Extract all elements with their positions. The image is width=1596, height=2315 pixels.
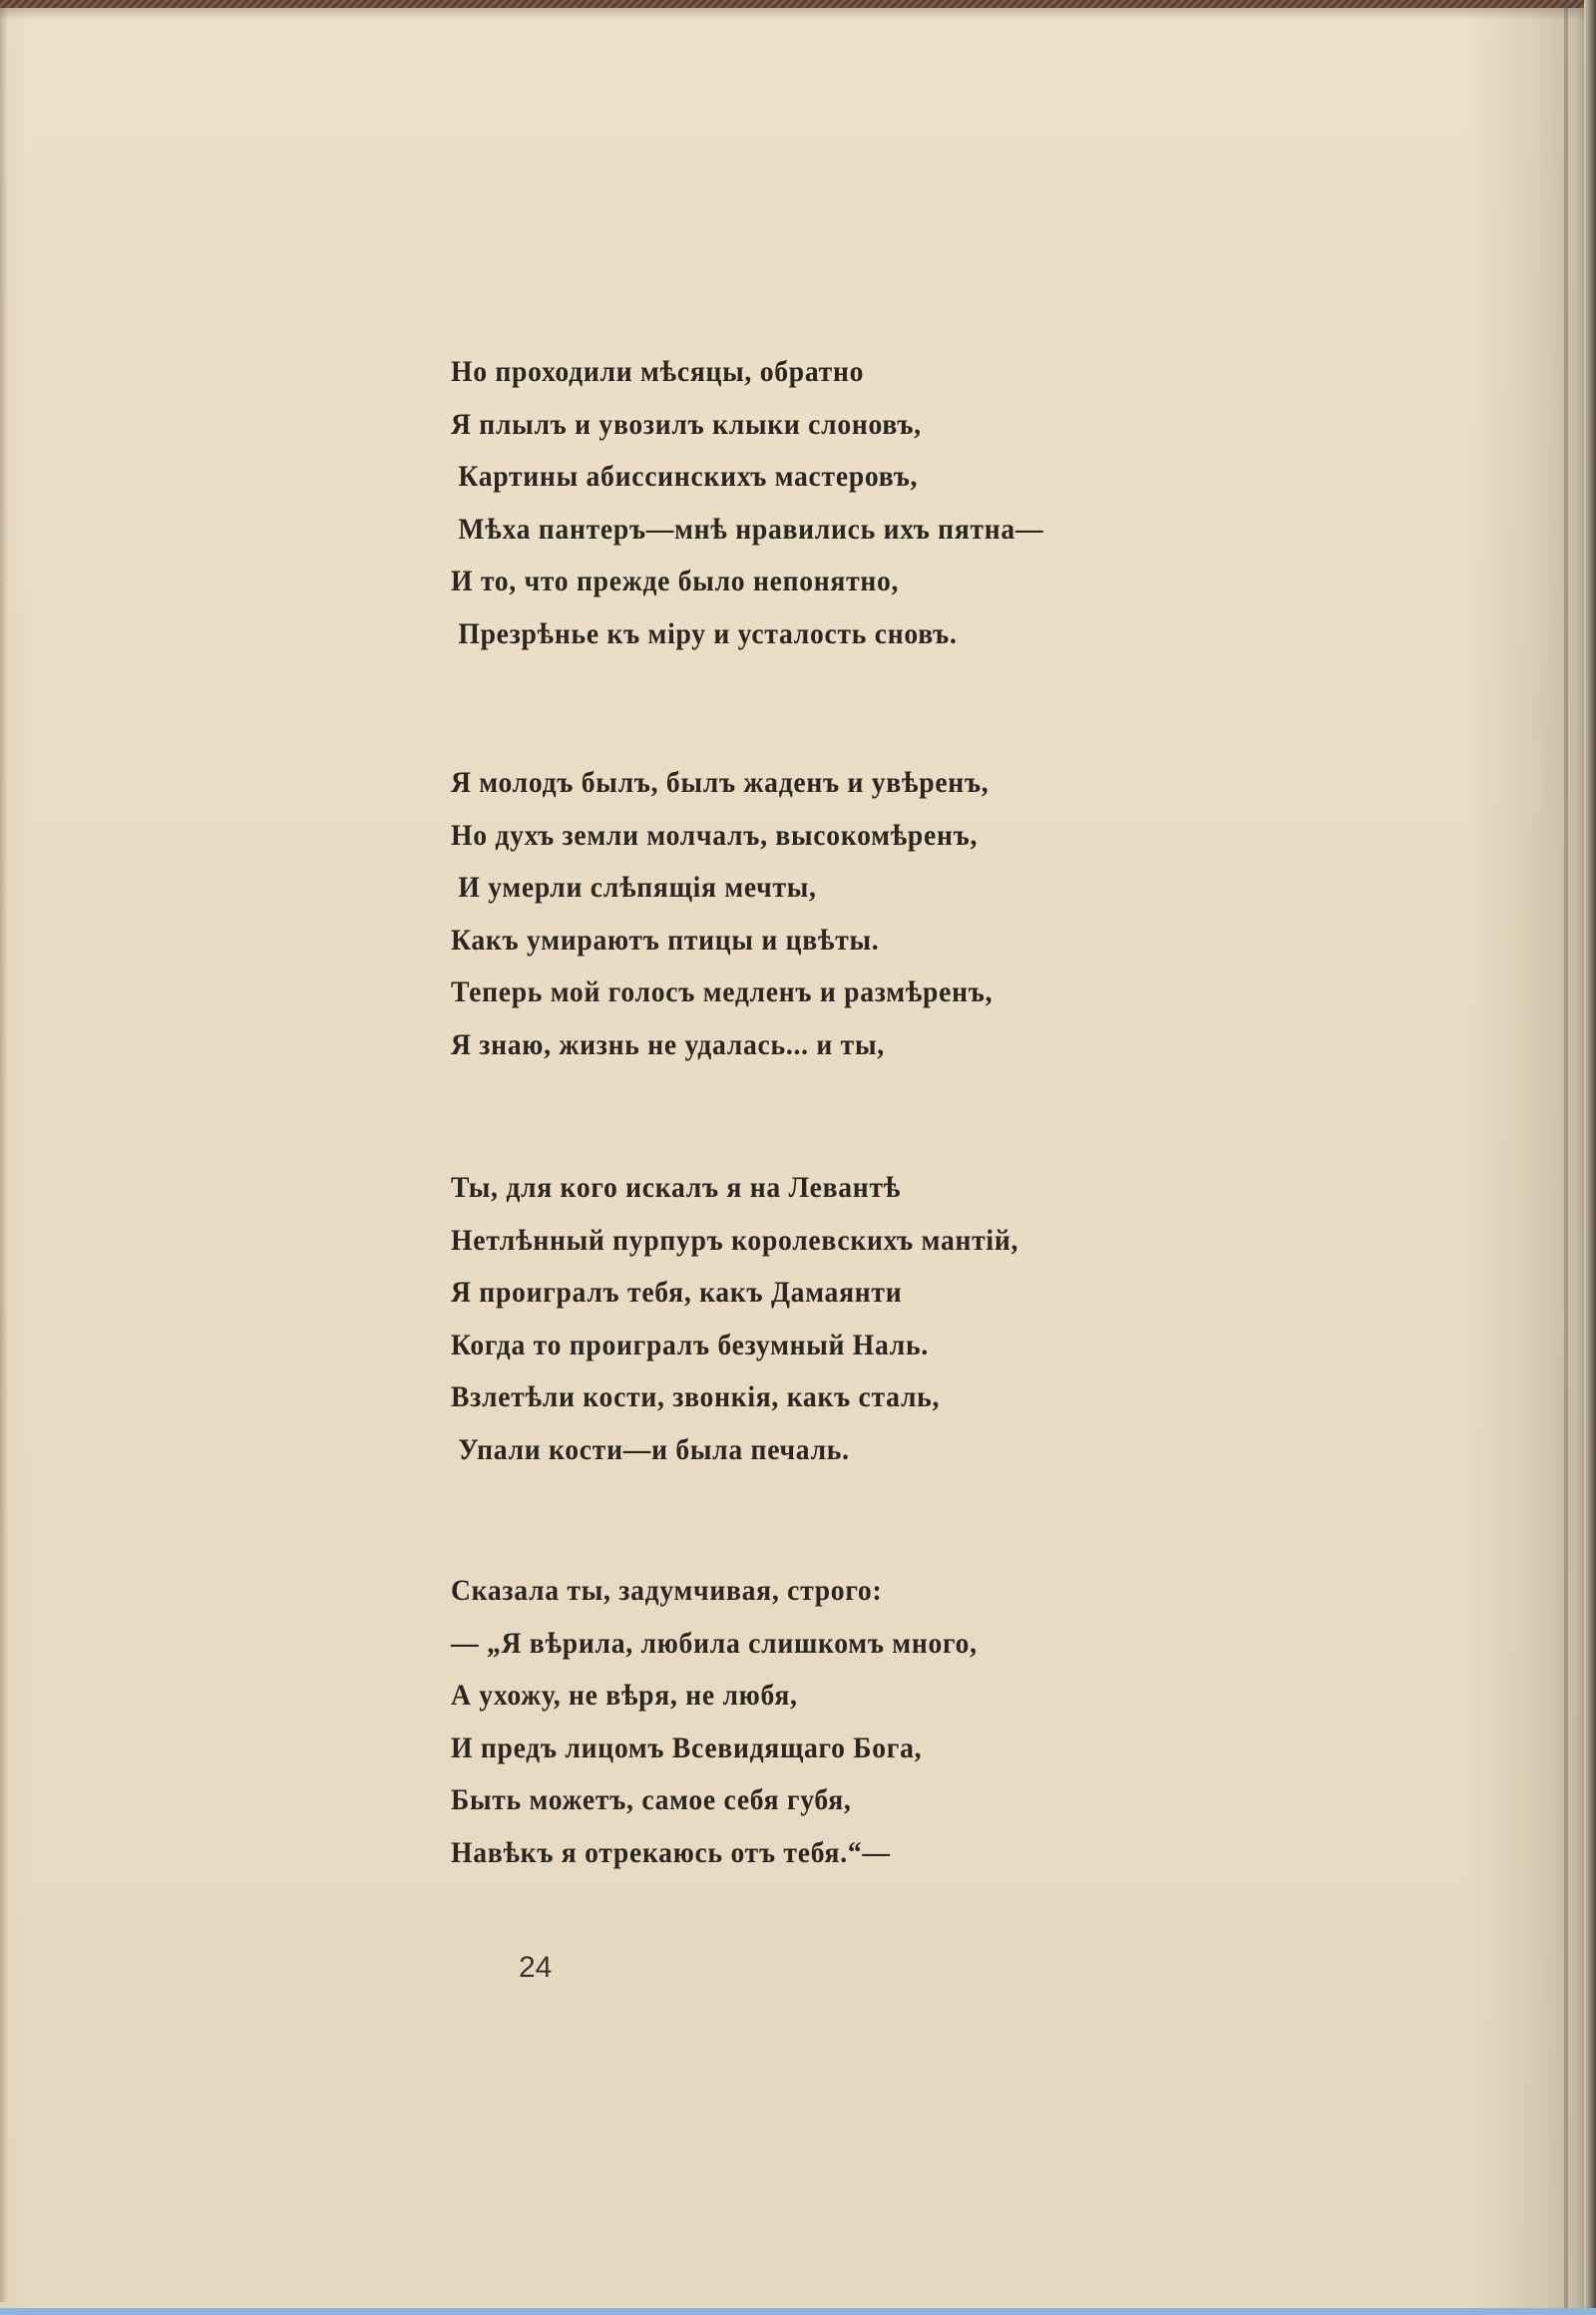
poem-line: Но проходили мѣсяцы, обратно [451, 355, 865, 388]
poem-line: А ухожу, не вѣря, не любя, [451, 1679, 798, 1712]
top-cover-edge [0, 0, 1596, 8]
poem-line: Взлетѣли кости, звонкія, какъ сталь, [451, 1380, 941, 1413]
poem-line: Я проигралъ тебя, какъ Дамаянти [451, 1276, 903, 1309]
poem-line: Упали кости—и была печаль. [458, 1432, 850, 1466]
poem-line: — „Я вѣрила, любила слишкомъ много, [451, 1626, 978, 1660]
poem-line: Нетлѣнный пурпуръ королевскихъ мантій, [451, 1223, 1019, 1257]
stanza [451, 349, 1448, 663]
poem-line: Картины абиссинскихъ мастеровъ, [458, 460, 919, 493]
page-number: 24 [519, 1951, 553, 1984]
stanza [451, 1165, 1448, 1479]
poem-line: Презрѣнье къ міру и усталость сновъ. [458, 616, 958, 650]
stanza [451, 760, 1448, 1074]
poem-line: Теперь мой голосъ медленъ и размѣренъ, [451, 975, 994, 1008]
poem-line: Я плылъ и увозилъ клыки слоновъ, [451, 407, 922, 441]
poem-line: Быть можетъ, самое себя губя, [451, 1783, 852, 1816]
poem-line: Ты, для кого искалъ я на Левантѣ [451, 1171, 902, 1204]
right-page-fold [1564, 0, 1568, 2315]
left-page-edge [0, 8, 8, 2302]
right-binding-edge [1584, 0, 1596, 2315]
poem-line: Навѣкъ я отрекаюсь отъ тебя.“— [451, 1835, 891, 1869]
poem-line: Когда то проигралъ безумный Наль. [451, 1328, 929, 1361]
scan-background-strip [0, 2308, 1596, 2315]
poem-line: И умерли слѣпящія мечты, [458, 871, 817, 904]
poem-line: Я молодъ былъ, былъ жаденъ и увѣренъ, [451, 766, 990, 799]
poem-line: Но духъ земли молчалъ, высокомѣренъ, [451, 818, 979, 852]
poem-line: И предъ лицомъ Всевидящаго Бога, [451, 1731, 923, 1764]
top-shadow [0, 8, 1596, 20]
poem-line: И то, что прежде было непонятно, [451, 565, 900, 597]
poem-line: Я знаю, жизнь не удалась... и ты, [451, 1027, 885, 1061]
poem-line: Какъ умираютъ птицы и цвѣты. [451, 923, 880, 957]
poem-line: Сказала ты, задумчивая, строго: [451, 1574, 883, 1607]
stanza [451, 1568, 1448, 1882]
poem-line: Мѣха пантеръ—мнѣ нравились ихъ пятна— [458, 512, 1044, 546]
